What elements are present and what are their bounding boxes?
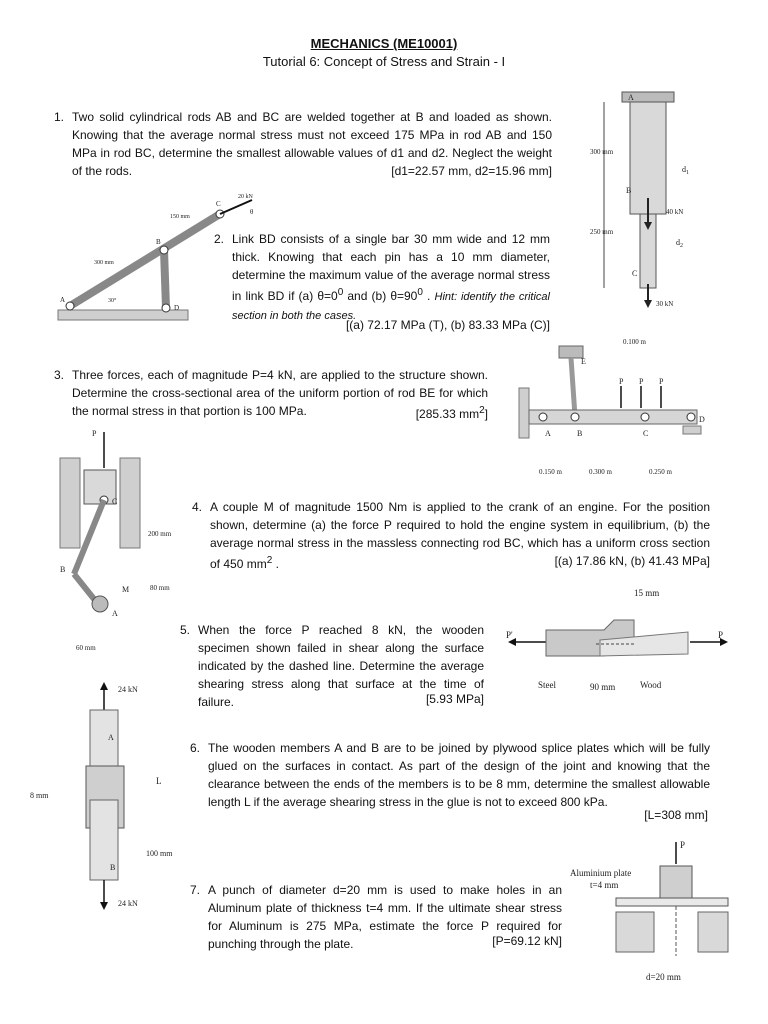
theta-label: θ (250, 208, 254, 216)
answer-1: [d1=22.57 mm, d2=15.96 mm] (391, 164, 552, 178)
problem-text: A punch of diameter d=20 mm is used to make holes in an Aluminum plate of thickness t=4 mm. If the ultimate shear stress for Aluminum is 275 MPa, estimate the force P required for punching through the plate. (208, 883, 562, 951)
dim-3: 0.250 m (649, 468, 672, 476)
label-D: D (699, 415, 705, 424)
problem-number: 5. (180, 623, 191, 637)
load-P: P (639, 377, 644, 386)
problem-text: A couple M of magnitude 1500 Nm is applied to the crank of an engine. For the position shown, determine (a) the force P required to hold the engine system in equilibrium, (b) the average normal stress in the massless connecting rod BC, which has a uniform cross section of 450 mm (210, 500, 710, 571)
dim-300: 300 mm (94, 260, 114, 266)
label-d2: $d_2$ (676, 238, 683, 249)
label-C: C (643, 429, 649, 438)
angle-30: 30° (108, 298, 117, 304)
label-P-prime: P' (506, 630, 513, 640)
label-P: P (718, 630, 724, 640)
label-P: P (680, 840, 686, 850)
label-A: A (60, 296, 66, 304)
label-B: B (110, 863, 116, 872)
problem-number: 2. (214, 232, 225, 246)
label-B: B (156, 238, 161, 246)
answer-6: [L=308 mm] (644, 808, 708, 822)
figure-5-wood-specimen (504, 580, 734, 696)
answer-7: [P=69.12 kN] (492, 934, 562, 948)
problem-text: When the force P reached 8 kN, the wooden specimen shown failed in shear along the surface indicated by the dashed line. Determine the average shearing stress along that surface at the time of failure. (198, 623, 484, 709)
label-B: B (60, 565, 66, 574)
answer-5: [5.93 MPa] (425, 692, 484, 706)
problem-number: 6. (190, 741, 201, 755)
label-steel: Steel (538, 680, 556, 690)
answer-2: [(a) 72.17 MPa (T), (b) 83.33 MPa (C)] (345, 318, 550, 332)
label-A: A (545, 429, 551, 438)
load-40kn: 40 kN (666, 208, 684, 216)
label-P: P (92, 429, 97, 438)
problem-number: 3. (54, 368, 65, 382)
figure-3-beam-structure (515, 336, 715, 478)
dim-200: 200 mm (148, 530, 172, 538)
label-t: t=4 mm (590, 880, 619, 890)
dim-width: 100 mm (146, 849, 173, 858)
load-top: 24 kN (118, 685, 138, 694)
label-A: A (108, 733, 114, 742)
label-d1: $d_1$ (682, 165, 689, 176)
problem-text: The wooden members A and B are to be joined by plywood splice plates which will be fully glued on the surfaces in contact. As part of the design of the joint and knowing that the clearance between the ends of the members is to be 8 mm, determine the smallest allowable length L if the average shearing stress in the glue is not to exceed 800 kPa. (208, 741, 710, 809)
figure-1-stepped-rod (584, 88, 724, 313)
dim-150: 150 mm (170, 214, 190, 220)
dim-2: 0.300 m (589, 468, 612, 476)
label-E: E (581, 357, 586, 366)
figure-2-inclined-link (54, 188, 274, 328)
answer-4: [(a) 17.86 kN, (b) 41.43 MPa] (554, 554, 710, 568)
dim-bc: 250 mm (590, 228, 614, 236)
problem-number: 7. (190, 883, 201, 897)
dim-ab: 300 mm (590, 148, 614, 156)
hint-text: Hint: identify the critical section in both the cases. (232, 291, 550, 322)
tutorial-title: Tutorial 6: Concept of Stress and Strain - I (262, 54, 506, 69)
problem-text: and (b) θ=90 (343, 289, 418, 303)
label-B: B (626, 186, 632, 195)
figure-6-splice-joint (26, 680, 196, 920)
load-30kn: 30 kN (656, 300, 674, 308)
problem-4: 4. A couple M of magnitude 1500 Nm is applied to the crank of an engine. For the position shown, determine (a) the force P required to hold the engine system in equilibrium, (b) the average normal stress in the massless connecting rod BC, which has a uniform cross section of 450 $mm^2$ . (192, 500, 710, 571)
label-M: M (122, 585, 130, 594)
problem-text: Two solid cylindrical rods AB and BC are welded together at B and loaded as shown. Knowing that the average normal stress must not exceed 175 MPa in rod AB and 150 MPa in rod BC, determine the smallest allowable values of d1 and d2. Neglect the weight of the rods. (72, 110, 552, 178)
problem-2: 2. Link BD consists of a single bar 30 mm wide and 12 mm thick. Knowing that each pin has a 10 mm diameter, determine the maximum value of the average normal stress in link BD if (a) $\theta=0^0$ and (b) $\theta=90^0$ . Hint: identify the critical section in both the cases. (214, 232, 550, 322)
superscript: 0 (417, 287, 423, 298)
superscript: 0 (337, 287, 344, 298)
label-wood: Wood (640, 680, 662, 690)
load-bottom: 24 kN (118, 899, 138, 908)
label-A: A (628, 93, 634, 102)
dim-thickness: 15 mm (634, 588, 660, 598)
label-C: C (216, 200, 221, 208)
label-A: A (112, 609, 118, 618)
load-P: P (619, 377, 624, 386)
figure-7-punch (560, 836, 730, 986)
problem-number: 1. (54, 110, 65, 124)
course-title: MECHANICS (ME10001) (310, 36, 458, 51)
label-plate: Aluminium plate (570, 868, 632, 878)
problem-number: 4. (192, 500, 203, 514)
label-C: C (632, 269, 638, 278)
load-20kn: 20 kN (238, 194, 253, 200)
label-L: L (156, 776, 162, 786)
dim-spacing: 0.100 m (623, 338, 646, 346)
dim-80: 80 mm (150, 584, 170, 592)
dim-1: 0.150 m (539, 468, 562, 476)
problem-6 (190, 739, 710, 811)
problem-3 (54, 366, 488, 423)
dim-60: 60 mm (76, 644, 96, 652)
label-B: B (577, 429, 583, 438)
label-d: d=20 mm (646, 972, 681, 982)
problem-text: Three forces, each of magnitude P=4 kN, are applied to the structure shown. Determine the cross-sectional area of the uniform portion of rod BE for which the normal stress in that portion is 100 MPa. (72, 368, 488, 418)
figure-4-engine-crank (56, 426, 196, 656)
dim-gap: 8 mm (30, 791, 49, 800)
label-D: D (174, 304, 180, 312)
answer-3: [285.33 $mm^2$] (415, 405, 488, 421)
problem-text: Link BD consists of a single bar 30 mm wide and 12 mm thick. Knowing that each pin has a 10 mm diameter, determine the maximum value of the average normal stress in link BD if (a) θ=0 (232, 232, 550, 303)
dim-length: 90 mm (590, 682, 616, 692)
label-C: C (112, 497, 118, 506)
load-P: P (659, 377, 664, 386)
